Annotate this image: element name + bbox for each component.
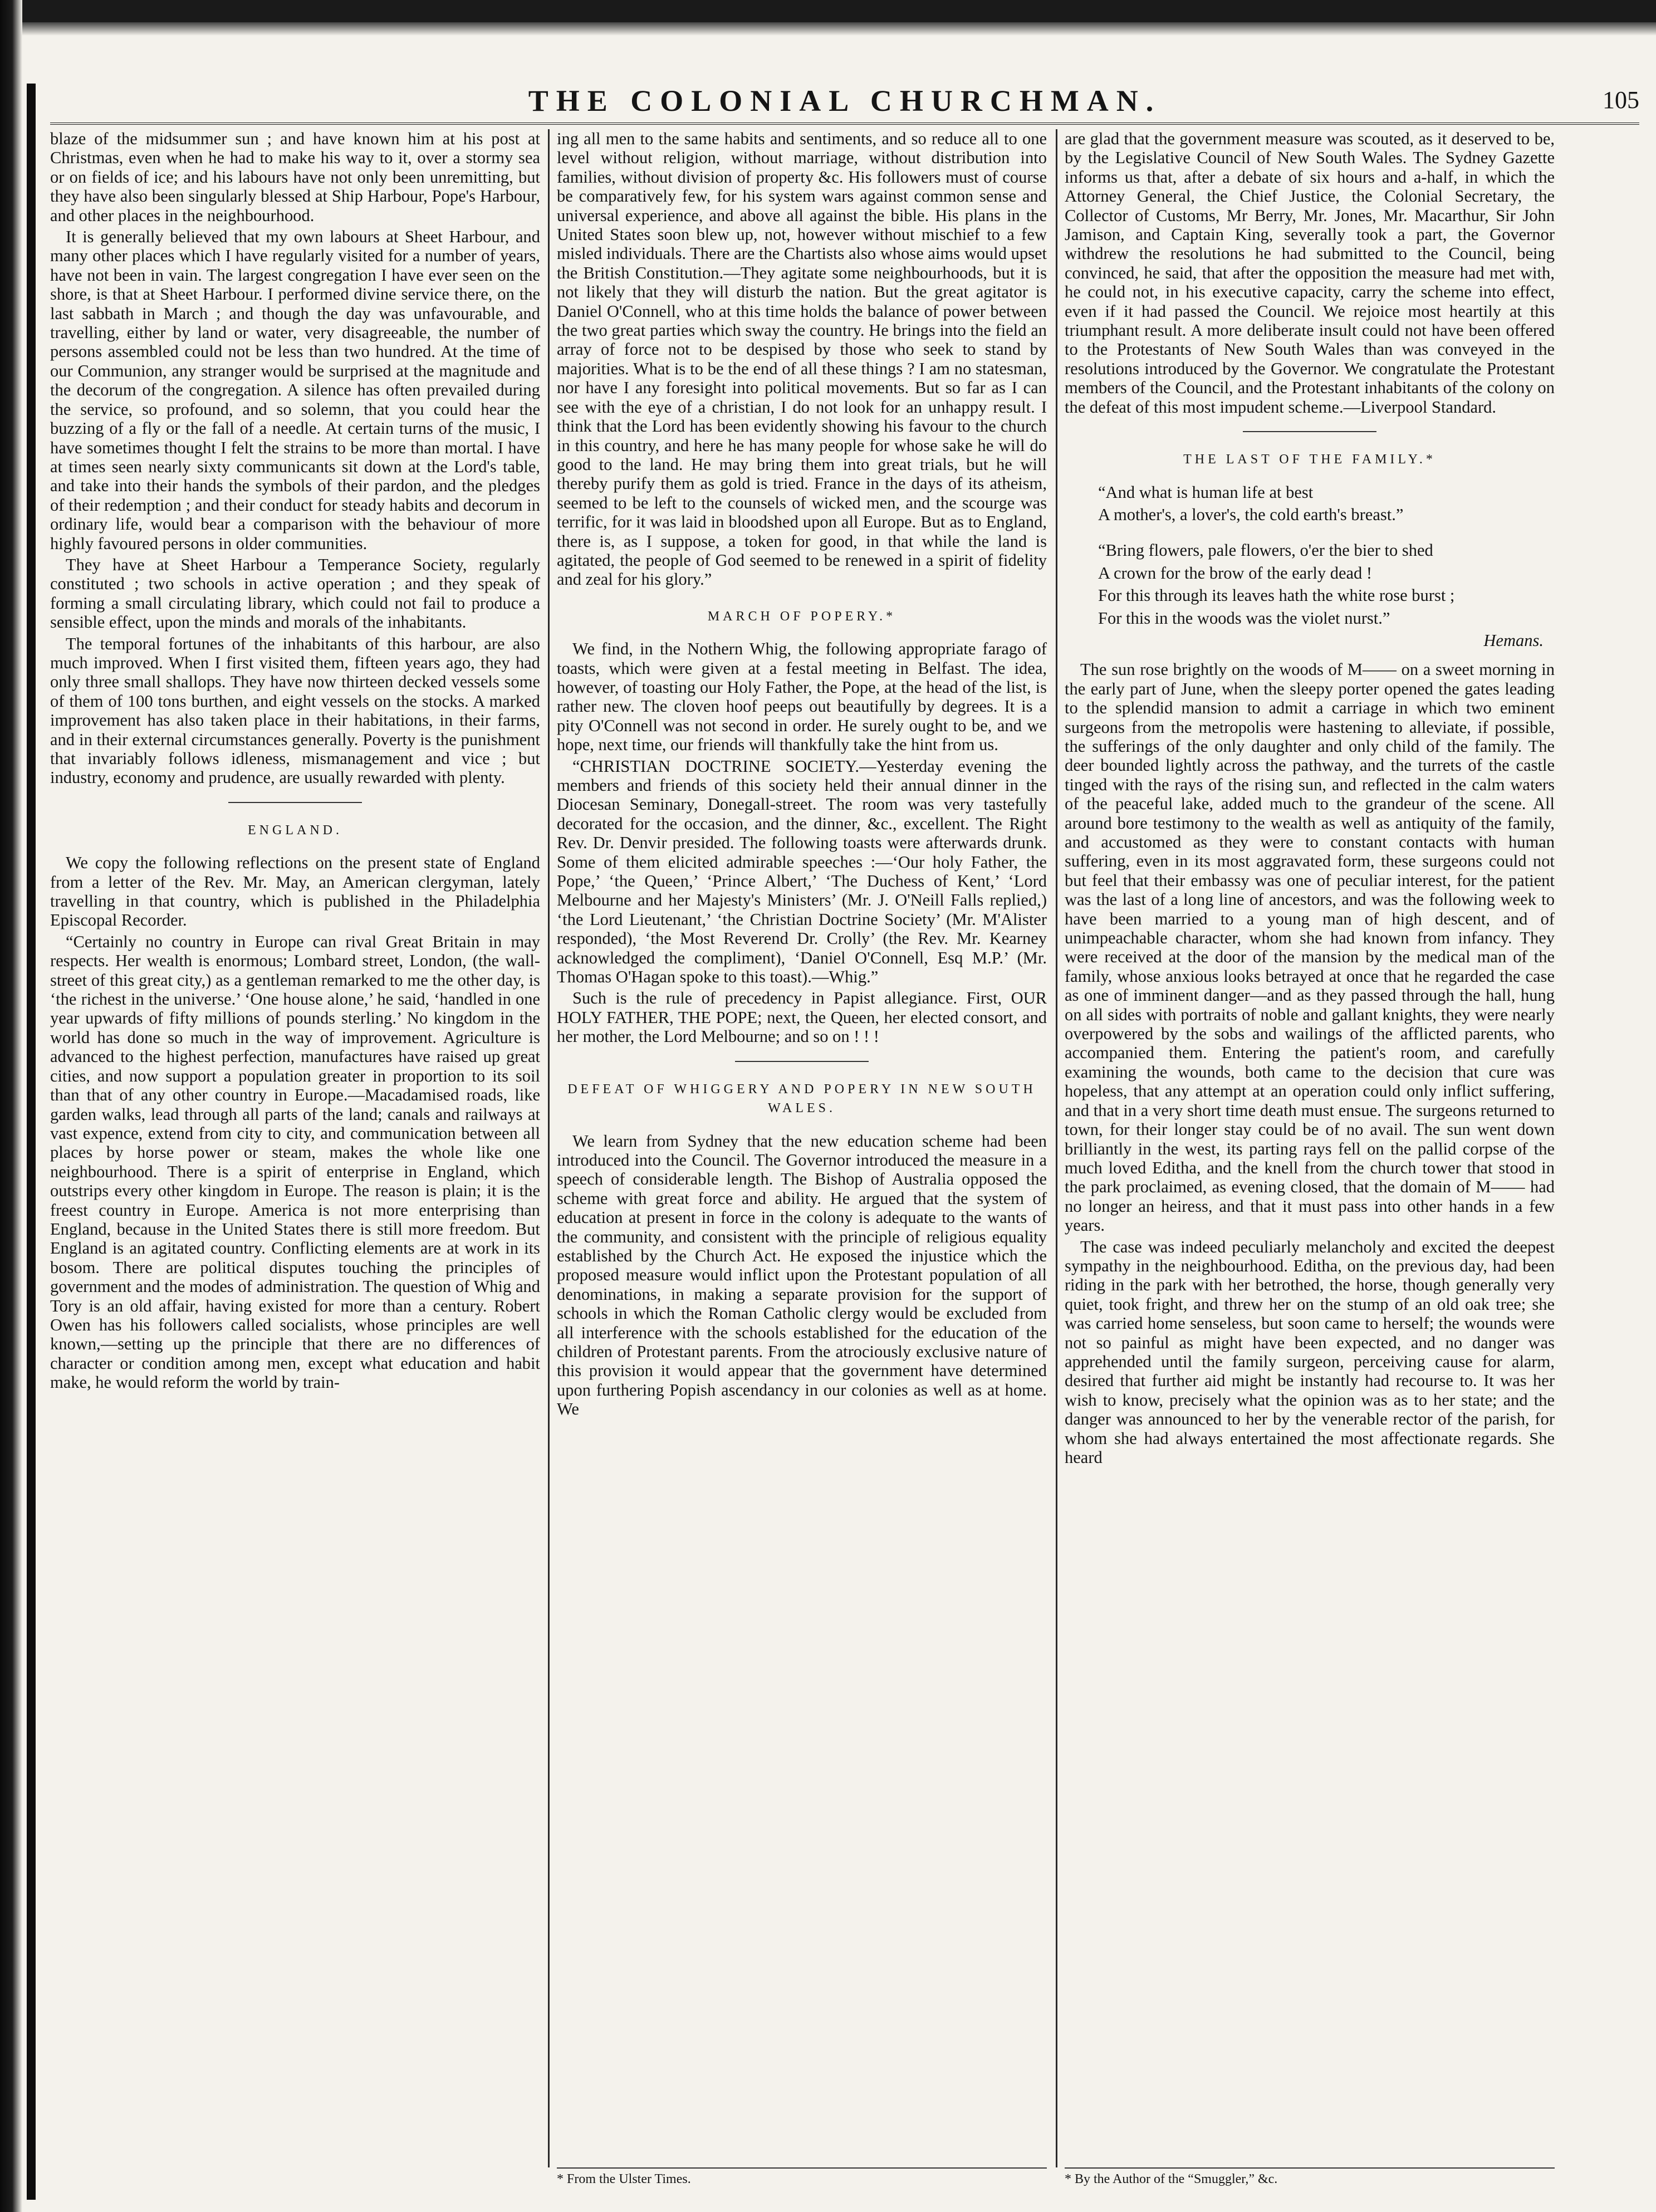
paragraph: Such is the rule of precedency in Papist allegiance. First, OUR HOLY FATHER, THE POPE; next, the Queen, her elected consort, and her mother, the Lord Melbourne; and so on ! ! ! [557, 988, 1047, 1046]
paragraph: The temporal fortunes of the inhabitants of this harbour, are also much improved. When I first visited them, fifteen years ago, they had only three small shallops. They have now thirteen decked vessels some of them of 100 tons burthen, and eight vessels on the stocks. A marked improvement has also taken place in their habitations, in their farms, and in their external circumstances generally. Poverty is the punishment that invariably follows idleness, mismanagement and vice ; but industry, economy and prudence, are usually rewarded with plenty. [50, 634, 540, 787]
top-border-fade [22, 22, 1656, 36]
footnote-ulster-times: * From the Ulster Times. [557, 2167, 1047, 2192]
paragraph: “Certainly no country in Europe can rival Great Britain in may respects. Her wealth is enormous; Lombard street, London, (the wall-street of this great city,) as a gentleman remarked to me the other day, is ‘the richest in the universe.’ ‘One house alone,’ he said, ‘handled in one year upwards of fifty millions of pounds sterling.’ No kingdom in the world has done so much in the way of improvement. Agriculture is advanced to the highest perfection, manufactures have raised up great cities, and now support a population greater in proportion to its soil than that of any other country in Europe.—Macadamised roads, like garden walks, lead through all parts of the land; canals and railways at vast expence, extend from city to city, and communication between all places by horse power or steam, makes the whole like one neighbourhood. There is a spirit of enterprise in England, which outstrips every other kingdom in Europe. The reason is plain; it is the freest country in Europe. America is not more enterprising than England, because in the United States there is still more freedom. But England is an agitated country. Conflicting elements are at work in its bosom. There are political disputes touching the principles of government and the modes of administration. The question of Whig and Tory is an old affair, having existed for more than a century. Robert Owen has his followers called socialists, whose principles are well known,—setting up the principle that there are no differences of character or condition among men, except what education and habit make, he would reform the world by train- [50, 932, 540, 1392]
section-heading-march-of-popery: MARCH OF POPERY.* [707, 609, 896, 624]
paragraph: ing all men to the same habits and sentiments, and so reduce all to one level without religion, without marriage, without distribution into families, without division of property &c. His followers must of course be comparatively few, for his system wars against common sense and universal experience, and above all against the bible. His plans in the United States soon blew up, not, however without mischief to a few misled individuals. There are the Chartists also whose aims would upset the British Constitution.—They agitate some neighbourhoods, but it is not likely that they will disturb the nation. But the great agitator is Daniel O'Connell, who at this time holds the balance of power between the two great parties which sway the country. He brings into the field an array of force not to be despised by those who seek to stand by majorities. What is to be the end of all these things ? I am no statesman, nor have I any foresight into political movements. But so far as I can see with the eye of a christian, I do not look for an unhappy result. I think that the Lord has been evidently showing his favour to the church in this country, and here he has many people for whose sake he will do good to the land. He may bring them into great trials, but he will thereby purify them as gold is tried. France in the days of its atheism, seemed to be left to the counsels of wicked men, and the scourge was terrific, for it was laid in bloodshed upon all Europe. But as to England, there is, as I suppose, a token for good, in that while the land is agitated, the people of God seemed to be renewed in a spirit of fidelity and zeal for his glory.” [557, 129, 1047, 589]
top-border [22, 0, 1656, 22]
paragraph: We learn from Sydney that the new education scheme had been introduced into the Council. The Governor introduced the measure in a speech of considerable length. The Bishop of Australia opposed the scheme with great force and ability. He argued that the system of education at present in force in the colony is adequate to the wants of the community, and consistent with the principle of religious equality established by the Church Act. He exposed the injustice which the proposed measure would inflict upon the Protestant population of all denominations, in making a separate provision for the support of schools in which the Roman Catholic clergy would be excluded from all interference with the schools established for the education of the children of Protestant parents. From the atrociously exclusive nature of this provision it would appear that the government have determined upon furthering Popish ascendancy in our colonies as well as at home. We [557, 1131, 1047, 1419]
paragraph: It is generally believed that my own labours at Sheet Harbour, and many other places which I have regularly visited for a number of years, have not been in vain. The largest congregation I have ever seen on the shore, is that at Sheet Harbour. I performed divine service there, on the last sabbath in March ; and though the day was unfavourable, and travelling, either by land or water, very disagreeable, the number of persons assembled could not be less than two hundred. At the time of our Communion, any stranger would be surprised at the magnitude and the decorum of the congregation. A silence has often prevailed during the service, so profound, and so solemn, that you could hear the buzzing of a fly or the fall of a needle. At certain turns of the music, I have sometimes thought I felt the strains to be more than mortal. I have at times seen nearly sixty communicants sit down at the Lord's table, and take into their hands the symbols of their pardon, and the pledges of their redemption ; and their conduct for steady habits and decorum in ordinary life, would bear a comparison with the behaviour of more highly favoured persons in older communities. [50, 227, 540, 553]
verse-line: For this in the woods was the violet nurst.” [1098, 608, 1390, 628]
column-1 [50, 129, 540, 2156]
masthead-title: THE COLONIAL CHURCHMAN. [528, 84, 1162, 118]
verse-line: “And what is human life at best [1098, 482, 1314, 502]
paragraph: We copy the following reflections on the present state of England from a letter of the Rev. Mr. May, an American clergyman, lately travelling in that country, which is published in the Philadelphia Episcopal Recorder. [50, 853, 540, 930]
section-heading-england: ENGLAND. [248, 823, 342, 838]
section-divider [228, 802, 362, 803]
verse-attribution: Hemans. [1483, 630, 1544, 650]
verse-line: A crown for the brow of the early dead ! [1098, 563, 1373, 583]
footnote-smuggler: * By the Author of the “Smuggler,” &c. [1065, 2167, 1555, 2192]
paragraph: The sun rose brightly on the woods of M—— on a sweet morning in the early part of June, when the sleepy porter opened the gates leading to the splendid mansion to admit a carriage in which two eminent surgeons from the metropolis were hastening to alleviate, if possible, the sufferings of the only daughter and only child of the family. The deer bounded lightly across the pathway, and the turrets of the castle tinged with the rays of the rising sun, and reflected in the calm waters of the peaceful lake, added much to the grandeur of the scene. All around bore testimony to the wealth as well as antiquity of the family, and accustomed as they were to constant contacts with human suffering, even in its most aggravated form, these surgeons could not but feel that their embassy was one of peculiar interest, for the patient was the last of a long line of ancestors, and was the following week to have been married to a young man of high descent, and of unimpeachable character, whom she had known from infancy. They were received at the door of the mansion by the medical man of the family, whose anxious looks betrayed at once that he regarded the case as one of imminent danger—and as they passed through the hall, hung on all sides with portraits of noble and gallant knights, they were nearly overpowered by the sobs and wailings of the afflicted parents, who accompanied them. Entering the patient's room, and carefully examining the wounds, both came to the decision that cure was hopeless, that any attempt at an operation could only inflict suffering, and that in a very short time death must ensue. The surgeons returned to town, for their longer stay could be of no avail. The sun went down brilliantly in the west, its parting rays fell on the pallid corpse of the much loved Editha, and the knell from the church tower that stood in the park proclaimed, as evening closed, that the domain of M—— had no longer an heiress, and that it must pass into other hands in a few years. [1065, 660, 1555, 1235]
paragraph: blaze of the midsummer sun ; and have known him at his post at Christmas, even when he had to make his way to it, over a stormy sea or on fields of ice; and his labours have not only been unremitting, but they have also been singularly blessed at Ship Harbour, Pope's Harbour, and other places in the neighbourhood. [50, 129, 540, 225]
paragraph: “CHRISTIAN DOCTRINE SOCIETY.—Yesterday evening the members and friends of this society held their annual dinner in the Diocesan Seminary, Donegall-street. The room was very tastefully decorated for the occasion, and the dinner, &c., excellent. The Right Rev. Dr. Denvir presided. The following toasts were afterwards drunk. Some of them elicited admirable speeches :—‘Our holy Father, the Pope,’ ‘the Queen,’ ‘Prince Albert,’ ‘The Duchess of Kent,’ ‘Lord Melbourne and her Majesty's Ministers’ (Mr. J. O'Neill Falls replied,) ‘the Lord Lieutenant,’ ‘the Christian Doctrine Society’ (Mr. M'Alister responded), ‘the Most Reverend Dr. Crolly’ (the Rev. Mr. Kearney acknowledged the compliment), ‘Daniel O'Connell, Esq M.P.’ (Mr. Thomas O'Hagan spoke to this toast).—Whig.” [557, 756, 1047, 987]
column-2 [557, 129, 1047, 2156]
verse-line: A mother's, a lover's, the cold earth's breast.” [1098, 505, 1404, 524]
verse-line: For this through its leaves hath the white rose burst ; [1098, 586, 1455, 605]
section-heading-last-of-family: THE LAST OF THE FAMILY.* [1183, 452, 1436, 467]
page-header [50, 84, 1639, 125]
verse-line: “Bring flowers, pale flowers, o'er the bier to shed [1098, 541, 1433, 560]
section-heading-defeat: DEFEAT OF WHIGGERY AND POPERY IN NEW SOUTH WALES. [567, 1081, 1036, 1116]
column-rule-2 [1056, 129, 1057, 2167]
column-rule-1 [548, 129, 550, 2167]
binding-bar [27, 84, 36, 2200]
paragraph: The case was indeed peculiarly melancholy and excited the deepest sympathy in the neighbourhood. Editha, on the previous day, had been riding in the park with her betrothed, the horse, though generally very quiet, took fright, and threw her on the stump of an old oak tree; she was carried home senseless, but soon came to herself; the wounds were not so painful as might have been expected, and no danger was apprehended until the family surgeon, perceiving cause for alarm, desired that further aid might be instantly had recourse to. It was her wish to know, precisely what the opinion was as to her state; and the danger was announced to her by the venerable rector of the parish, for whom she had always entertained the most affectionate regards. She heard [1065, 1237, 1555, 1467]
page-binding-shadow [0, 0, 22, 2212]
paragraph: They have at Sheet Harbour a Temperance Society, regularly constituted ; two schools in active operation ; and they speak of forming a small circulating library, which could not fail to produce a sensible effect, upon the minds and morals of the inhabitants. [50, 555, 540, 632]
paragraph: We find, in the Nothern Whig, the following appropriate farago of toasts, which were given at a festal meeting in Belfast. The idea, however, of toasting our Holy Father, the Pope, at the head of the list, is rather new. The cloven hoof peeps out beautifully by degrees. It is a pity O'Connell was not second in order. He surely ought to be, and we hope, next time, our friends will thankfully take the hint from us. [557, 639, 1047, 755]
page-number: 105 [1603, 86, 1639, 114]
section-divider [735, 1061, 869, 1062]
paragraph: are glad that the government measure was scouted, as it deserved to be, by the Legislative Council of New South Wales. The Sydney Gazette informs us that, after a debate of six hours and a-half, in which the Attorney General, the Chief Justice, the Colonial Secretary, the Collector of Customs, Mr Berry, Mr. Jones, Mr. Macarthur, Sir John Jamison, and Captain King, severally took a part, the Governor withdrew the resolutions he had submitted to the Council, being convinced, he said, that after the opposition the measure had met with, he could not, in his executive capacity, carry the scheme into effect, even if it had passed the Council. We rejoice most heartily at this triumphant result. A more deliberate insult could not have been offered to the Protestants of New South Wales than was conveyed in the resolutions introduced by the Governor. We congratulate the Protestant members of the Council, and the Protestant inhabitants of the colony on the defeat of this most impudent scheme.—Liverpool Standard. [1065, 129, 1555, 417]
column-3 [1065, 129, 1555, 2156]
section-divider [1243, 431, 1376, 432]
